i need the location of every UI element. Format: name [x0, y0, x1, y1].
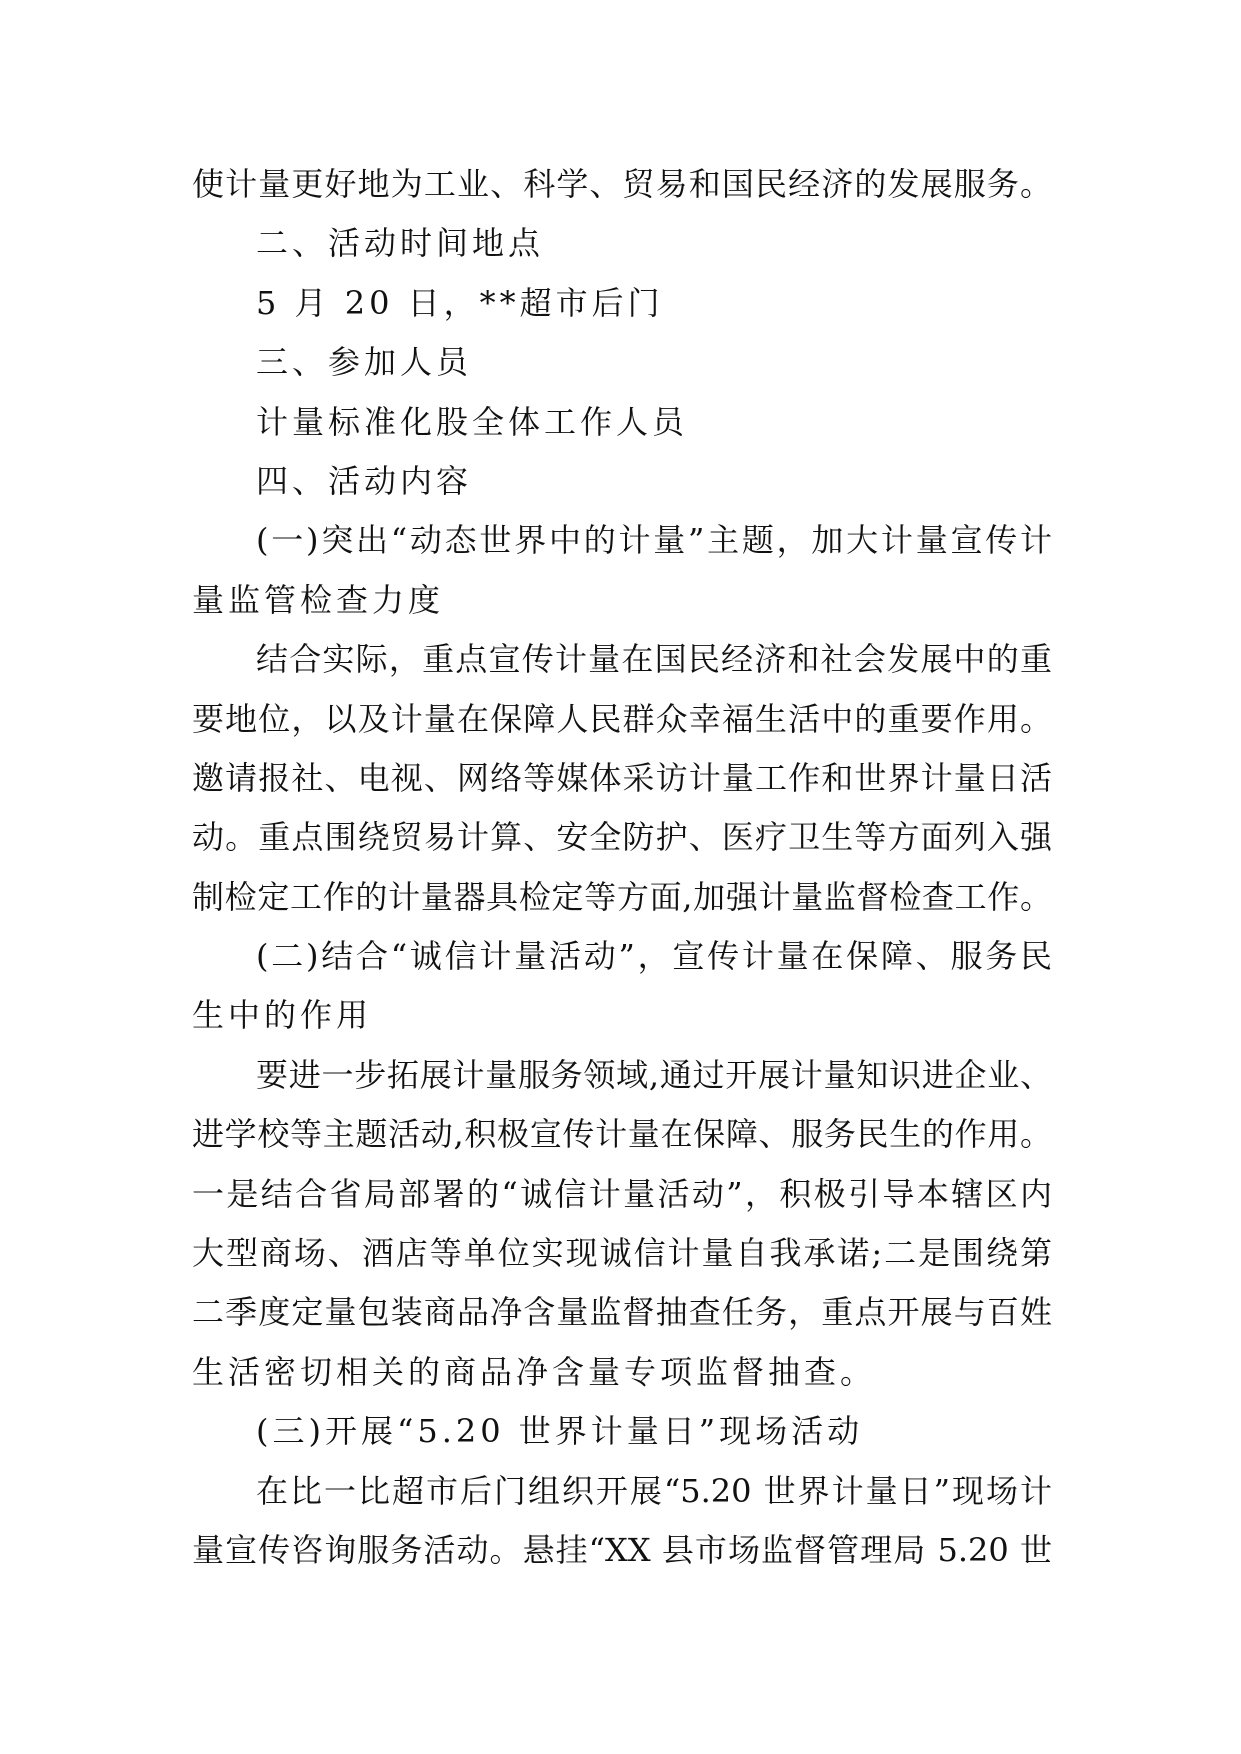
text-line: (二)结合“诚信计量活动”，宣传计量在保障、服务民	[256, 937, 1052, 976]
text-line: 二、活动时间地点	[256, 224, 545, 263]
text-line: 二季度定量包装商品净含量监督抽查任务，重点开展与百姓	[192, 1293, 1052, 1332]
text-line: 动。重点围绕贸易计算、安全防护、医疗卫生等方面列入强	[192, 818, 1052, 857]
text-line: 制检定工作的计量器具检定等方面,加强计量监督检查工作。	[192, 877, 1052, 916]
text-line: 邀请报社、电视、网络等媒体采访计量工作和世界计量日活	[192, 758, 1052, 797]
text-line: 结合实际，重点宣传计量在国民经济和社会发展中的重	[256, 640, 1052, 679]
text-line: 生活密切相关的商品净含量专项监督抽查。	[192, 1352, 877, 1391]
text-line: 量宣传咨询服务活动。悬挂“XX 县市场监督管理局 5.20 世	[192, 1530, 1052, 1569]
text-line: 生中的作用	[192, 996, 373, 1035]
text-line: 要进一步拓展计量服务领域,通过开展计量知识进企业、	[256, 1055, 1052, 1094]
text-line: 在比一比超市后门组织开展“5.20 世界计量日”现场计	[256, 1471, 1052, 1510]
text-line: 5 月 20 日，**超市后门	[256, 283, 664, 322]
document-body	[192, 155, 1052, 1580]
text-line: (一)突出“动态世界中的计量”主题，加大计量宣传计	[256, 521, 1052, 560]
text-line: 大型商场、酒店等单位实现诚信计量自我承诺;二是围绕第	[192, 1234, 1052, 1273]
text-line: 使计量更好地为工业、科学、贸易和国民经济的发展服务。	[192, 165, 1052, 203]
text-line: 量监管检查力度	[192, 580, 445, 619]
text-line: 计量标准化股全体工作人员	[256, 402, 689, 441]
text-line: 四、活动内容	[256, 461, 473, 500]
text-line: (三)开展“5.20 世界计量日”现场活动	[256, 1412, 864, 1451]
text-line: 三、参加人员	[256, 343, 473, 382]
text-line: 要地位，以及计量在保障人民群众幸福生活中的重要作用。	[192, 699, 1052, 738]
text-line: 一是结合省局部署的“诚信计量活动”，积极引导本辖区内	[192, 1174, 1052, 1213]
text-line: 进学校等主题活动,积极宣传计量在保障、服务民生的作用。	[192, 1115, 1052, 1154]
